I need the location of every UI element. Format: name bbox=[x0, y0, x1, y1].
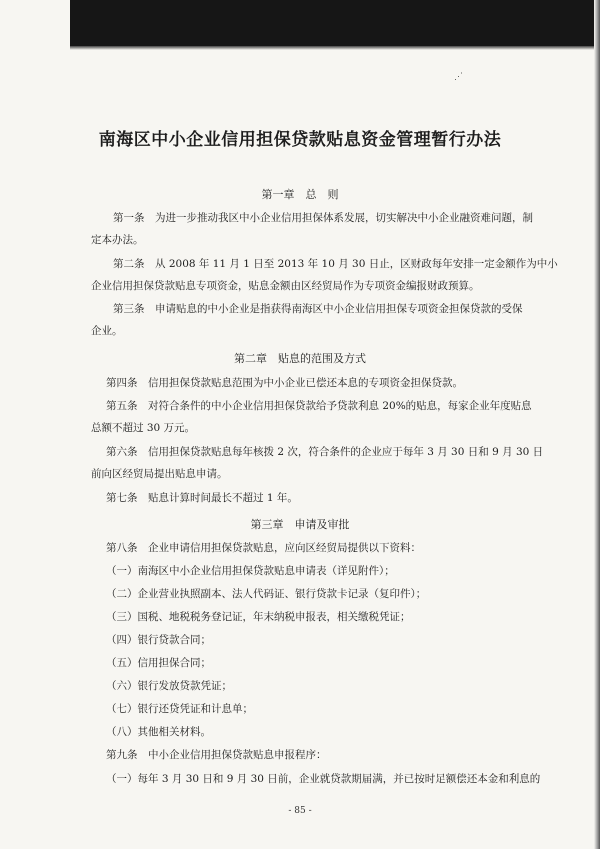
article-6-line-2: 前向区经贸局提出贴息申请。 bbox=[91, 468, 228, 480]
article-1-line-1: 第一条 为进一步推动我区中小企业信用担保体系发展，切实解决中小企业融资难问题，制 bbox=[113, 212, 533, 224]
document-title: 南海区中小企业信用担保贷款贴息资金管理暂行办法 bbox=[98, 130, 502, 150]
chapter-2-heading: 第二章 贴息的范围及方式 bbox=[234, 352, 366, 365]
page-number: - 85 - bbox=[288, 806, 312, 816]
list-item-6: （六）银行发放贷款凭证； bbox=[106, 680, 232, 692]
list-item-7: （七）银行还贷凭证和计息单； bbox=[106, 703, 253, 715]
article-1-line-2: 定本办法。 bbox=[91, 234, 144, 246]
article-8: 第八条 企业申请信用担保贷款贴息，应向区经贸局提供以下资料： bbox=[106, 542, 421, 554]
scan-border-shadow bbox=[70, 46, 600, 50]
article-9: 第九条 中小企业信用担保贷款贴息申报程序： bbox=[106, 749, 327, 761]
article-4: 第四条 信用担保贷款贴息范围为中小企业已偿还本息的专项资金担保贷款。 bbox=[106, 377, 463, 389]
list-item-3: （三）国税、地税税务登记证，年末纳税申报表，相关缴税凭证； bbox=[106, 611, 411, 623]
article-6-line-1: 第六条 信用担保贷款贴息每年核拨 2 次，符合条件的企业应于每年 3 月 30 日和 9 月 30 日 bbox=[106, 446, 544, 458]
article-3-line-2: 企业。 bbox=[91, 325, 123, 337]
article-7: 第七条 贴息计算时间最长不超过 1 年。 bbox=[106, 492, 298, 504]
article-3-line-1: 第三条 申请贴息的中小企业是指获得南海区中小企业信用担保专项资金担保贷款的受保 bbox=[113, 303, 523, 315]
article-5-line-2: 总额不超过 30 万元。 bbox=[91, 422, 196, 434]
list-item-1: （一）南海区中小企业信用担保贷款贴息申请表（详见附件）； bbox=[106, 565, 395, 577]
chapter-1-heading: 第一章 总 则 bbox=[261, 188, 339, 201]
list-item-5: （五）信用担保合同； bbox=[106, 657, 211, 669]
article-2-line-1: 第二条 从 2008 年 11 月 1 日至 2013 年 10 月 30 日止，区财政每年安排一定金额作为中小 bbox=[113, 258, 558, 270]
scan-dark-border bbox=[70, 0, 600, 46]
article-5-line-1: 第五条 对符合条件的中小企业信用担保贷款给予贷款利息 20%的贴息，每家企业年度贴息 bbox=[106, 400, 532, 412]
chapter-3-heading: 第三章 申请及审批 bbox=[250, 518, 350, 531]
list-item-2: （二）企业营业执照副本、法人代码证、银行贷款卡记录（复印件）； bbox=[106, 588, 427, 600]
article-2-line-2: 企业信用担保贷款贴息专项资金，贴息金额由区经贸局作为专项资金编报财政预算。 bbox=[91, 280, 480, 292]
list-item-4: （四）银行贷款合同； bbox=[106, 634, 211, 646]
scan-speck: ⋰ bbox=[454, 72, 463, 82]
list-item-8: （八）其他相关材料。 bbox=[106, 726, 211, 738]
article-9-item-1: （一）每年 3 月 30 日和 9 月 30 日前，企业就贷款期届满，并已按时足额偿还本金和利息的 bbox=[106, 773, 541, 785]
